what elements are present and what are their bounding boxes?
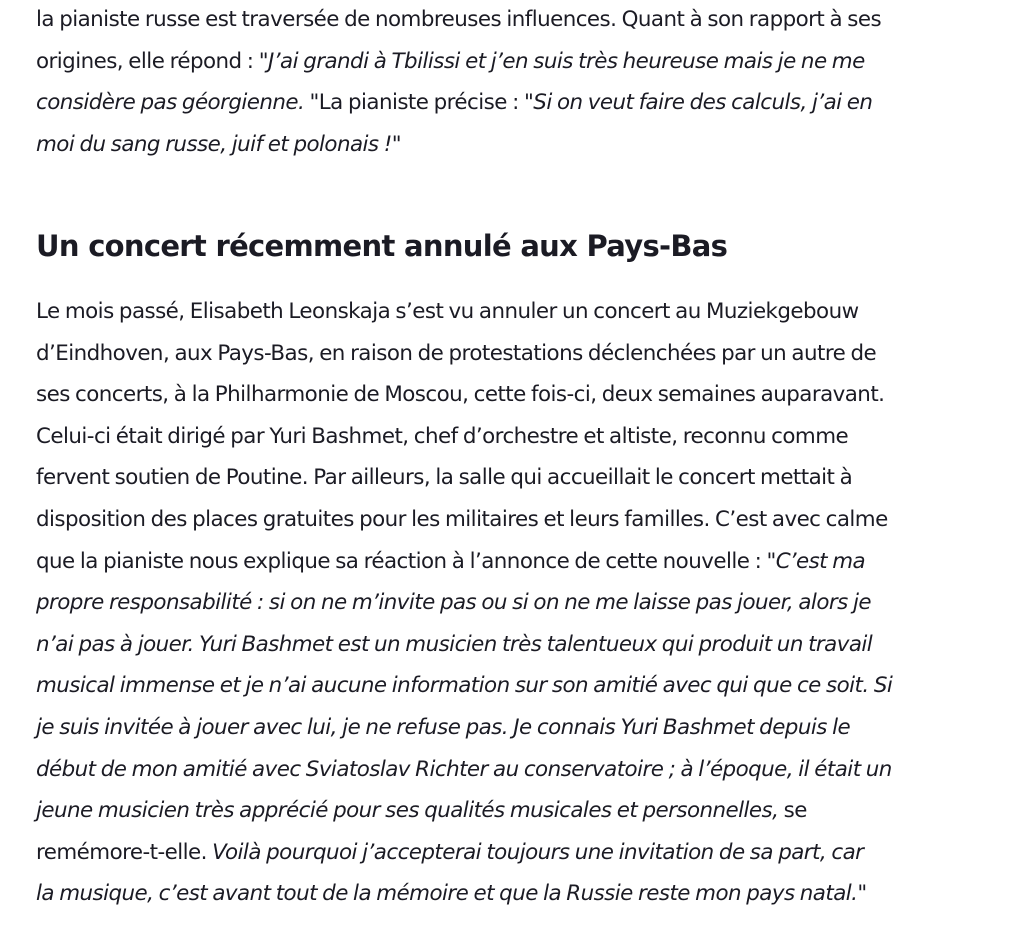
text-line <box>36 665 892 707</box>
quote-text: J’ai grandi à Tbilissi et j’en suis très heureuse mais je ne me <box>268 48 865 74</box>
body-text: se <box>783 798 807 824</box>
quote-text: je suis invitée à jouer avec lui, je ne refuse pas. Je connais Yuri Bashmet depuis le <box>36 714 851 740</box>
text-line <box>36 374 892 416</box>
text-line <box>36 291 892 333</box>
text-line <box>36 333 892 375</box>
text-line <box>36 832 892 874</box>
text-line <box>36 624 892 666</box>
text-line <box>36 541 892 583</box>
quote-text: propre responsabilité : si on ne m’invite pas ou si on ne me laisse pas jouer, alors je <box>36 590 871 616</box>
body-text: Celui-ci était dirigé par Yuri Bashmet, chef d’orchestre et altiste, reconnu comme <box>36 423 849 449</box>
text-line <box>36 416 892 458</box>
body-text: fervent soutien de Poutine. Par ailleurs, la salle qui accueillait le concert mettait à <box>36 465 853 491</box>
body-text: Le mois passé, Elisabeth Leonskaja s’est vu annuler un concert au Muziekgebouw <box>36 299 859 324</box>
quote-text: début de mon amitié avec Sviatoslav Richter au conservatoire ; à l’époque, il était un <box>36 756 892 782</box>
intro-paragraph <box>36 0 881 165</box>
body-text: "La pianiste précise : <box>309 90 525 116</box>
text-line <box>36 124 881 166</box>
quote-text: musical immense et je n’ai aucune information sur son amitié avec qui que ce soit. Si <box>36 673 893 699</box>
body-text: d’Eindhoven, aux Pays-Bas, en raison de protestations déclenchées par un autre de <box>36 340 877 366</box>
quote-text: considère pas géorgienne. <box>36 90 310 116</box>
text-line <box>36 707 892 749</box>
text-line <box>36 749 892 791</box>
body-text: la pianiste russe est traversée de nombreuses influences. Quant à son rapport à ses <box>36 7 882 32</box>
text-line <box>36 457 892 499</box>
quote-text: la musique, c’est avant tout de la mémoire et que la Russie reste mon pays natal." <box>36 881 867 907</box>
section-heading: Un concert récemment annulé aux Pays-Bas <box>36 229 728 263</box>
body-text: disposition des places gratuites pour les militaires et leurs familles. C’est avec calme <box>36 506 888 532</box>
text-line <box>36 41 881 83</box>
quote-text: Voilà pourquoi j’accepterai toujours une invitation de sa part, car <box>212 839 864 865</box>
text-line <box>36 0 881 41</box>
quote-text: n’ai pas à jouer. Yuri Bashmet est un musicien très talentueux qui produit un travail <box>36 631 873 657</box>
quote-text: C’est ma <box>775 548 866 574</box>
quote-text: jeune musicien très apprécié pour ses qualités musicales et personnelles, <box>36 798 784 824</box>
text-line <box>36 499 892 541</box>
body-text: remémore-t-elle. <box>36 839 213 865</box>
body-text: que la pianiste nous explique sa réaction à l’annonce de cette nouvelle : " <box>36 548 776 574</box>
quote-text: "Si on veut faire des calculs, j’ai en <box>524 90 873 116</box>
quote-text: moi du sang russe, juif et polonais !" <box>36 131 402 157</box>
text-line <box>36 790 892 832</box>
body-text: origines, elle répond : " <box>36 48 268 74</box>
text-line <box>36 582 892 624</box>
main-paragraph <box>36 291 892 915</box>
body-text: ses concerts, à la Philharmonie de Moscou, cette fois-ci, deux semaines auparavant. <box>36 382 885 408</box>
text-line <box>36 873 892 915</box>
text-line <box>36 82 881 124</box>
